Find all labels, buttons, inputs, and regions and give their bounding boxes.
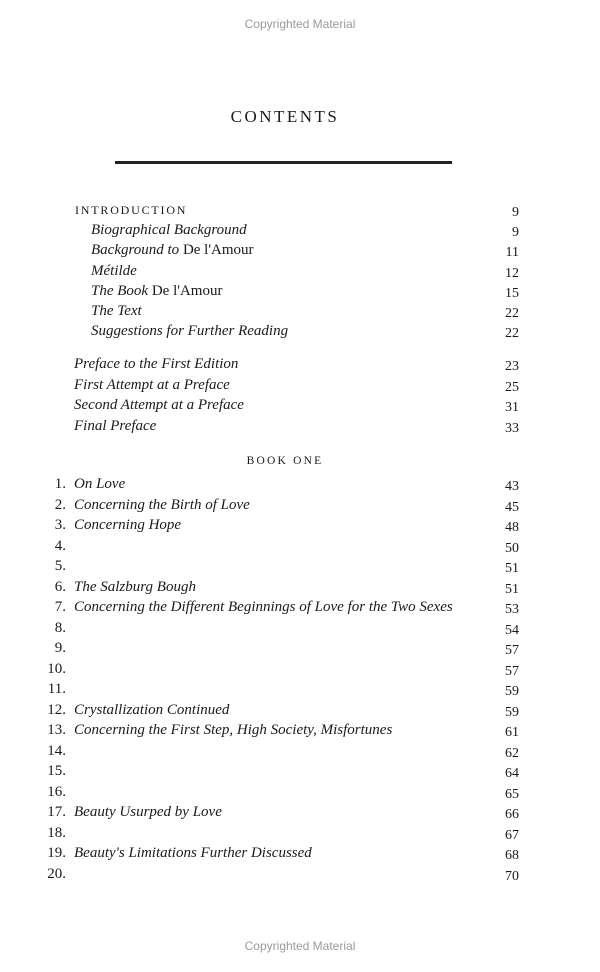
page-number: 11 <box>505 245 519 261</box>
toc-entry-introduction <box>0 321 600 341</box>
toc-entry-chapter <box>0 577 600 597</box>
entry-title: Final Preface <box>74 417 157 434</box>
toc-entry-chapter <box>0 823 600 843</box>
entry-title: Concerning the Different Beginnings of Love for the Two Sexes <box>74 599 453 615</box>
page-number: 65 <box>505 786 519 802</box>
toc-entry-chapter <box>0 556 600 576</box>
page-number: 66 <box>505 807 519 822</box>
chapter-number: 18. <box>47 824 66 841</box>
chapter-number: 15. <box>47 763 66 779</box>
page-number: 59 <box>505 704 519 720</box>
copyright-watermark-bottom: Copyrighted Material <box>244 939 356 953</box>
entry-title-part: De l'Amour <box>182 242 254 259</box>
entry-title-part: De l'Amour <box>151 282 223 299</box>
chapter-number: 6. <box>54 578 66 595</box>
toc-entry-chapter <box>0 618 600 638</box>
page-number: 23 <box>505 359 519 374</box>
toc-entry-introduction <box>0 200 600 220</box>
page-number: 51 <box>505 561 519 576</box>
page-number: 25 <box>505 379 519 395</box>
entry-title <box>91 301 142 321</box>
copyright-watermark-top: Copyrighted Material <box>244 17 356 31</box>
chapter-number: 11. <box>47 681 66 697</box>
toc-entry-chapter <box>0 700 600 720</box>
chapter-number: 1. <box>54 476 66 492</box>
page-number: 51 <box>505 581 519 597</box>
page-number: 64 <box>505 766 519 781</box>
entry-title-part: INTRODUCTION <box>75 203 188 217</box>
chapter-number: 19. <box>47 845 66 861</box>
toc-entry-chapter <box>0 495 600 515</box>
entry-title: Concerning the First Step, High Society, Misfortunes <box>74 722 393 738</box>
entry-title <box>91 321 288 341</box>
entry-title: Beauty Usurped by Love <box>74 804 222 820</box>
entry-title <box>91 240 254 260</box>
entry-title: Concerning Hope <box>74 517 182 533</box>
page-number: 68 <box>505 848 519 863</box>
entry-title <box>91 220 247 240</box>
chapter-number: 5. <box>54 558 66 574</box>
toc-entry-chapter <box>0 515 600 535</box>
entry-title: Preface to the First Edition <box>74 356 239 372</box>
entry-title <box>91 261 137 281</box>
toc-entry-introduction <box>0 281 600 301</box>
entry-title-part: Biographical Background <box>91 222 247 239</box>
page-number: 61 <box>505 725 519 740</box>
chapter-number: 3. <box>54 517 66 533</box>
toc-entry-chapter <box>0 474 600 494</box>
entry-title: Concerning the Birth of Love <box>74 496 250 513</box>
page-number: 57 <box>505 663 519 679</box>
toc-entry-chapter <box>0 679 600 699</box>
entry-title: Beauty's Limitations Further Discussed <box>74 845 312 861</box>
page-number: 45 <box>505 499 519 515</box>
toc-entry-chapter <box>0 843 600 863</box>
toc-entry-chapter <box>0 741 600 761</box>
book-one-heading: BOOK ONE <box>246 455 324 467</box>
page-number: 33 <box>505 420 519 436</box>
toc-entry-chapter <box>0 802 600 822</box>
page-number: 9 <box>512 205 519 220</box>
entry-title: Second Attempt at a Preface <box>74 397 244 414</box>
page-title: CONTENTS <box>230 107 340 126</box>
entry-title: First Attempt at a Preface <box>74 376 230 393</box>
toc-entry-chapter <box>0 864 600 884</box>
toc-entry-preface <box>0 416 600 436</box>
chapter-number: 9. <box>54 640 66 656</box>
page-number: 31 <box>505 400 519 416</box>
chapter-number: 12. <box>47 701 66 718</box>
chapter-number: 13. <box>47 722 66 738</box>
toc-entry-chapter <box>0 597 600 617</box>
page-number: 54 <box>505 622 519 638</box>
toc-entry-chapter <box>0 761 600 781</box>
chapter-number: 4. <box>54 537 66 554</box>
page-number: 12 <box>505 265 519 281</box>
toc-entry-chapter <box>0 536 600 556</box>
entry-title-part: The Book <box>91 282 152 299</box>
toc-entry-introduction <box>0 261 600 281</box>
entry-title-part: Background to <box>91 242 183 259</box>
entry-title: Crystallization Continued <box>74 701 230 718</box>
chapter-number: 8. <box>54 619 66 636</box>
toc-entry-chapter <box>0 782 600 802</box>
page-number: 50 <box>505 540 519 556</box>
chapter-number: 16. <box>47 783 66 800</box>
entry-title: The Salzburg Bough <box>74 578 196 595</box>
page-number: 43 <box>505 479 519 494</box>
toc-entry-preface <box>0 395 600 415</box>
page-number: 22 <box>505 306 519 321</box>
page-number: 9 <box>512 225 519 241</box>
chapter-number: 17. <box>47 804 66 820</box>
entry-title-part: Métilde <box>91 262 137 279</box>
toc-entry-chapter <box>0 638 600 658</box>
entry-title <box>91 281 222 301</box>
page-number: 62 <box>505 745 519 761</box>
entry-title-part: Suggestions for Further Reading <box>91 323 289 340</box>
page-number: 67 <box>505 827 519 843</box>
chapter-number: 7. <box>54 599 66 615</box>
page-number: 22 <box>505 326 519 342</box>
page-number: 70 <box>505 868 519 884</box>
chapter-number: 10. <box>47 660 66 677</box>
page-number: 48 <box>505 520 519 535</box>
page-number: 53 <box>505 602 519 617</box>
title-rule <box>115 161 452 164</box>
toc-entry-chapter <box>0 659 600 679</box>
toc-entry-chapter <box>0 720 600 740</box>
entry-title <box>75 200 187 220</box>
page-number: 57 <box>505 643 519 658</box>
page-number: 59 <box>505 684 519 699</box>
toc-entry-preface <box>0 375 600 395</box>
entry-title: On Love <box>74 476 126 492</box>
toc-entry-introduction <box>0 220 600 240</box>
chapter-number: 14. <box>47 742 66 759</box>
toc-entry-introduction <box>0 301 600 321</box>
chapter-number: 2. <box>54 496 66 513</box>
entry-title-part: The Text <box>91 303 142 319</box>
toc-entry-introduction <box>0 240 600 260</box>
page-number: 15 <box>505 285 519 301</box>
chapter-number: 20. <box>47 865 66 882</box>
toc-entry-preface <box>0 354 600 374</box>
